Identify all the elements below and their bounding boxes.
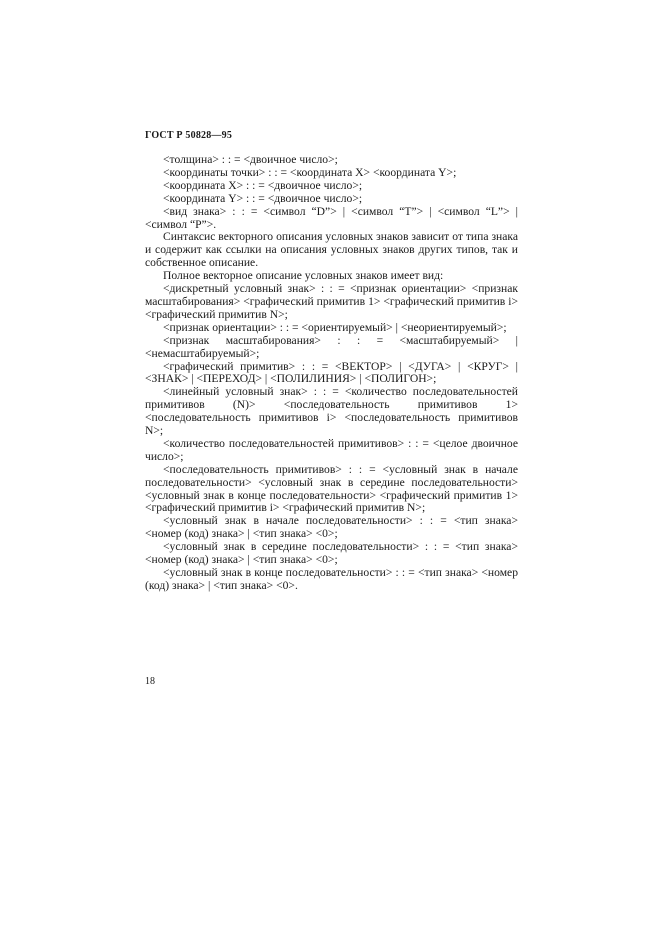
paragraph: <графический примитив> : : = <ВЕКТОР> | <ДУГА> | <КРУГ> | <ЗНАК> | <ПЕРЕХОД> | <ПОЛИЛИНИЯ> | <ПОЛИГОН>;: [145, 359, 518, 386]
paragraph: <координата Y> : : = <двоичное число>;: [163, 191, 363, 205]
page-number: 18: [145, 676, 155, 687]
paragraph: <условный знак в середине последовательности> : : = <тип знака> <номер (код) знака> | <тип знака> <0>;: [145, 540, 518, 567]
document-header: ГОСТ Р 50828—95: [145, 130, 233, 141]
paragraph: <толщина> : : = <двоичное число>;: [163, 153, 338, 166]
body-text: [145, 154, 518, 593]
paragraph: <признак ориентации> : : = <ориентируемый> | <неориентируемый>;: [163, 320, 507, 334]
paragraph: Полное векторное описание условных знаков имеет вид:: [163, 269, 444, 283]
paragraph: <условный знак в конце последовательности> : : = <тип знака> <номер (код) знака> | <тип знака> <0>.: [145, 566, 518, 592]
paragraph: <количество последовательностей примитивов> : : = <целое двоичное число>;: [145, 436, 518, 463]
paragraph: Синтаксис векторного описания условных знаков зависит от типа знака и содержит как ссылки на описания условных знаков других типов, так и собственное описание.: [145, 230, 518, 270]
paragraph: <координата X> : : = <двоичное число>;: [163, 178, 363, 192]
paragraph: <дискретный условный знак> : : = <признак ориентации> <признак масштабирования> <графический примитив 1> <графический примитив i> <графический примитив N>;: [145, 282, 518, 321]
paragraph: <вид знака> : : = <символ “D”> | <символ “T”> | <символ “L”> | <символ “P”>.: [145, 204, 518, 231]
paragraph: <координаты точки> : : = <координата X> <координата Y>;: [163, 165, 457, 179]
paragraph: <последовательность примитивов> : : = <условный знак в начале последовательности> <условный знак в середине последовательности> <условный знак в конце последовательности> <графический примитив 1> <графический примитив i> <графический примитив N>;: [145, 462, 518, 515]
paragraph: <условный знак в начале последовательности> : : = <тип знака> <номер (код) знака> | <тип знака> <0>;: [145, 514, 518, 541]
paragraph: <признак масштабирования> : : = <масштабируемый> | <немасштабируемый>;: [145, 333, 518, 360]
paragraph: <линейный условный знак> : : = <количество последовательностей примитивов (N)> <последовательность примитивов 1> <последовательность примитивов i> <последовательность примитивов N>;: [145, 385, 518, 438]
